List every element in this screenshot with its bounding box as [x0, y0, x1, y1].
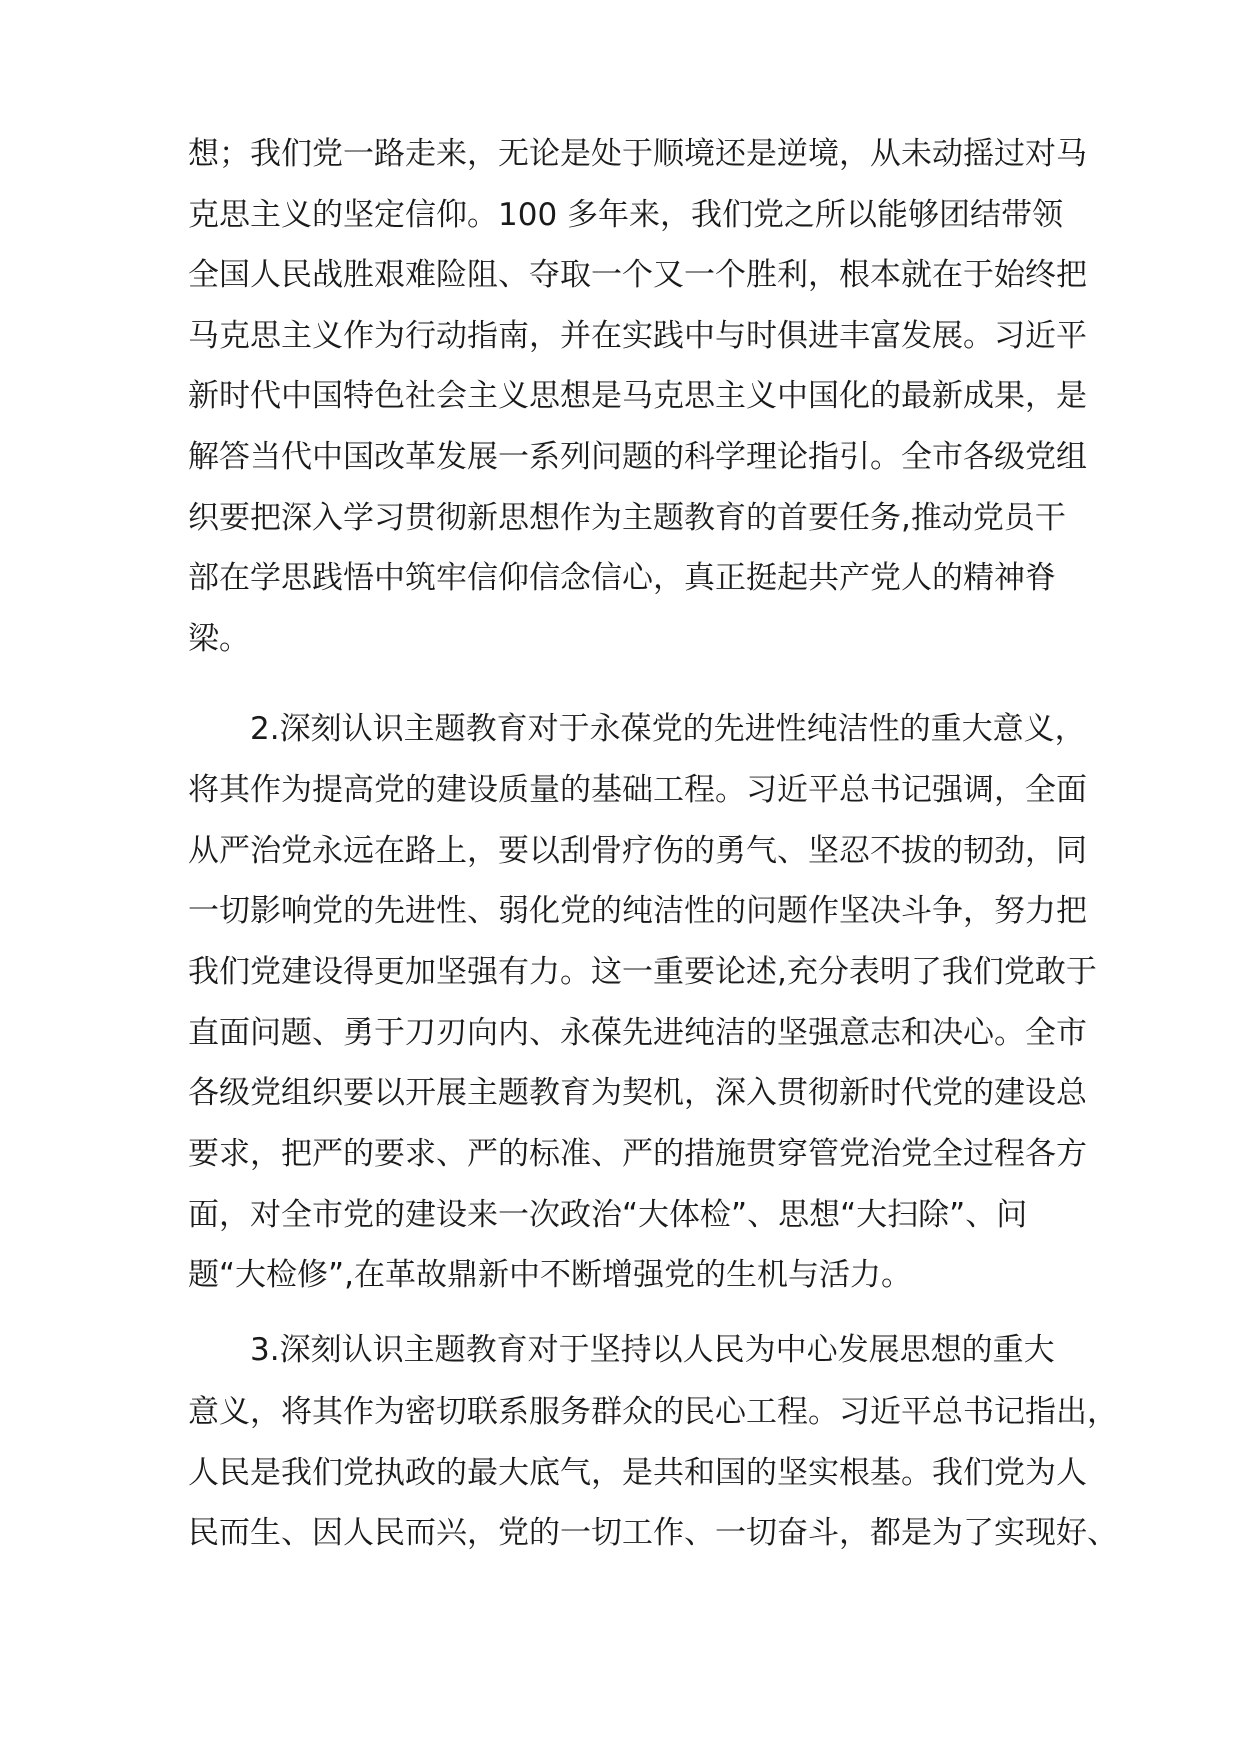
text-line: 民而生、因人民而兴，党的一切工作、一切奋斗，都是为了实现好、: [188, 1515, 1118, 1551]
text-line: 从严治党永远在路上，要以刮骨疗伤的勇气、坚忍不拔的韧劲，同: [188, 833, 1087, 869]
text-line: 面，对全市党的建设来一次政治“大体检”、思想“大扫除”、问: [188, 1197, 1028, 1233]
text-line: 新时代中国特色社会主义思想是马克思主义中国化的最新成果，是: [188, 378, 1087, 414]
text-line: 我们党建设得更加坚强有力。这一重要论述,充分表明了我们党敢于: [188, 954, 1097, 990]
text-line: 想；我们党一路走来，无论是处于顺境还是逆境，从未动摇过对马: [188, 136, 1087, 172]
text-line: 各级党组织要以开展主题教育为契机，深入贯彻新时代党的建设总: [188, 1075, 1087, 1111]
text-line: 部在学思践悟中筑牢信仰信念信心，真正挺起共产党人的精神脊: [188, 560, 1056, 596]
text-line: 解答当代中国改革发展一系列问题的科学理论指引。全市各级党组: [188, 439, 1087, 475]
text-line: 一切影响党的先进性、弱化党的纯洁性的问题作坚决斗争，努力把: [188, 893, 1087, 929]
text-line: 马克思主义作为行动指南，并在实践中与时俱进丰富发展。习近平: [188, 318, 1087, 354]
text-line: 3.深刻认识主题教育对于坚持以人民为中心发展思想的重大: [250, 1332, 1055, 1368]
text-line: 2.深刻认识主题教育对于永葆党的先进性纯洁性的重大意义，: [250, 711, 1086, 747]
text-line: 克思主义的坚定信仰。100 多年来，我们党之所以能够团结带领: [188, 197, 1064, 233]
text-line: 直面问题、勇于刀刃向内、永葆先进纯洁的坚强意志和决心。全市: [188, 1015, 1087, 1051]
text-line: 梁。: [188, 621, 250, 657]
text-line: 将其作为提高党的建设质量的基础工程。习近平总书记强调，全面: [188, 772, 1087, 808]
text-line: 要求，把严的要求、严的标准、严的措施贯穿管党治党全过程各方: [188, 1136, 1087, 1172]
text-line: 全国人民战胜艰难险阻、夺取一个又一个胜利，根本就在于始终把: [188, 257, 1087, 293]
text-line: 织要把深入学习贯彻新思想作为主题教育的首要任务,推动党员干: [188, 500, 1066, 536]
text-line: 意义，将其作为密切联系服务群众的民心工程。习近平总书记指出，: [188, 1394, 1118, 1430]
text-line: 人民是我们党执政的最大底气，是共和国的坚实根基。我们党为人: [188, 1455, 1087, 1491]
text-line: 题“大检修”,在革故鼎新中不断增强党的生机与活力。: [188, 1257, 912, 1293]
